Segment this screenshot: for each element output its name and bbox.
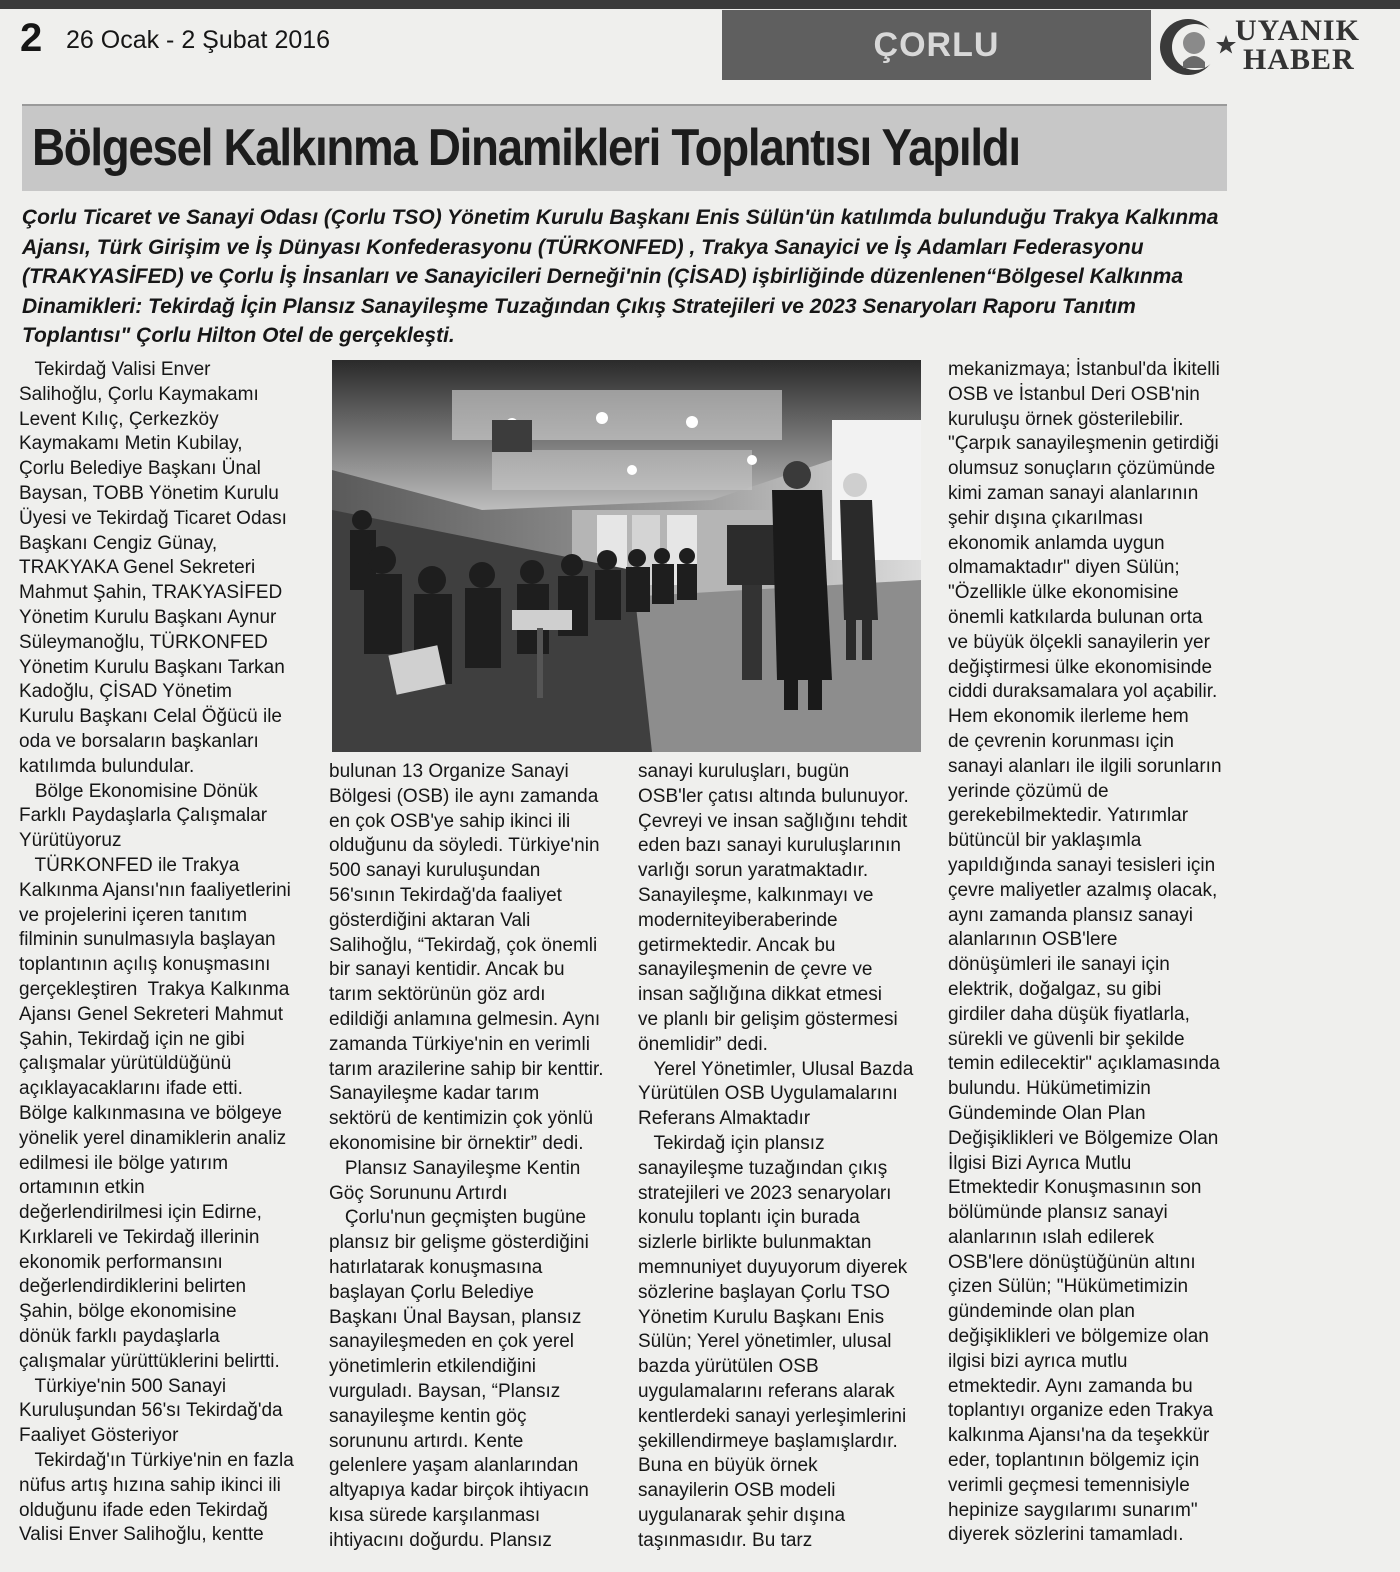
page-number: 2 [20,16,43,60]
article-lead: Çorlu Ticaret ve Sanayi Odası (Çorlu TSO) Yönetim Kurulu Başkanı Enis Sülün'ün katılımda bulunduğu Trakya Kalkınma Ajansı, Türk Girişim ve İş Dünyası Konfederasyonu (TÜRKONFED) , Trakya Sanayici ve İş Adamları Federasyonu (TRAKYASİFED) ve Çorlu İş İnsanları ve Sanayicileri Derneği'nin (ÇİSAD) işbirliğinde düzenlenen“Bölgesel Kalkınma Dinamikleri: Tekirdağ İçin Plansız Sanayileşme Tuzağından Çıkış Stratejileri ve 2023 Senaryoları Raporu Tanıtım Toplantısı" Çorlu Hilton Otel de gerçekleşti. [22,206,1219,348]
top-rule [0,0,1400,9]
logo-line-2: HABER [1243,43,1355,76]
logo-line-1: UYANIK [1235,14,1360,47]
crescent-star-icon [1158,14,1238,80]
article-column-3: sanayi kuruluşları, bugün OSB'ler çatısı altında bulunuyor. Çevreyi ve insan sağlığını tehdit eden bazı sanayi kuruluşlarının varlığı sorun yaratmaktadır. Sanayileşme, kalkınmayı ve moderniteyiberaberinde getirmektedir. Ancak bu sanayileşmenin de çevre ve insan sağlığına dikkat etmesi ve planlı bir gelişim göstermesi önemlidir” dedi. Yerel Yönetimler, Ulusal Bazda Yürütülen OSB Uygulamalarını Referans Almaktadır Tekirdağ için plansız sanayileşme tuzağından çıkış stratejileri ve 2023 senaryoları konulu toplantı için burada sizlerle birlikte bulunmaktan memnuniyet duyuyorum diyerek sözlerine başlayan Çorlu TSO Yönetim Kurulu Başkanı Enis Sülün; Yerel yönetimler, ulusal bazda yürütülen OSB uygulamalarını referans alarak kentlerdeki sanayi yerleşimlerini şekillendirmeye başlamışlardır. Buna en büyük örnek sanayilerin OSB modeli uygulanarak şehir dışına taşınmasıdır. Bu tarz [638,761,914,1551]
logo-wordmark [1235,16,1360,74]
article-column-4: mekanizmaya; İstanbul'da İkitelli OSB ve İstanbul Deri OSB'nin kuruluşu örnek gösterilebilir. "Çarpık sanayileşmenin getirdiği olumsuz sonuçların çözümünde kimi zaman sanayi alanlarının şehir dışına çıkarılması ekonomik anlamda uygun olmamaktadır" diyen Sülün; "Özellikle ülke ekonomisine önemli katkılarda bulunan orta ve büyük ölçekli sanayilerin yer değiştirmesi ülke ekonomisinde ciddi duraksamalara yol açabilir. Hem ekonomik ilerleme hem de çevrenin korunması için sanayi alanları ile ilgili sorunların yerinde çözümü de gerekebilmektedir. Yatırımlar bütüncül bir yaklaşımla yapıldığında sanayi tesisleri için çevre maliyetler azalmış olacak, aynı zamanda plansız sanayi alanlarının OSB'lere dönüşümleri ile sanayi için elektrik, doğalgaz, su gibi girdiler daha düşük fiyatlarla, sürekli ve güvenli bir şekilde temin edilecektir" açıklamasında bulundu. Hükümetimizin Gündeminde Olan Plan Değişiklikleri ve Bölgemize Olan İlgisi Bizi Ayrıca Mutlu Etmektedir Konuşmasının son bölümünde plansız sanayi alanlarının ıslah edilerek OSB'lere dönüştüğünün altını çizen Sülün; "Hükümetimizin gündeminde olan plan değişiklikleri ve bölgemize olan ilgisi bizi ayrıca mutlu etmektedir. Aynı zamanda bu toplantıyı organize eden Trakya kalkınma Ajansı'na da teşekkür eder, toplantının bölgemiz için verimli geçmesi temennisiyle hepinize saygılarımı sunarım" diyerek sözlerini tamamladı. [948,359,1222,1546]
article-column-2: bulunan 13 Organize Sanayi Bölgesi (OSB) ile aynı zamanda en çok OSB'ye sahip ikinci ili olduğunu da söyledi. Türkiye'nin 500 sanayi kuruluşundan 56'sının Tekirdağ'da faaliyet gösterdiğini aktaran Vali Salihoğlu, “Tekirdağ, çok önemli bir sanayi kentidir. Ancak bu tarım sektörünün göz ardı edildiği anlamına gelmesin. Aynı zamanda Türkiye'nin en verimli tarım arazilerine sahip bir kenttir. Sanayileşme kadar tarım sektörü de kentimizin çok yönlü ekonomisine bir örnektir” dedi. Plansız Sanayileşme Kentin Göç Sorununu Artırdı Çorlu'nun geçmişten bugüne plansız bir gelişme gösterdiğini hatırlatarak konuşmasına başlayan Çorlu Belediye Başkanı Ünal Baysan, plansız sanayileşmeden en çok yerel yönetimlerin etkilendiğini vurguladı. Baysan, “Plansız sanayileşme kentin göç sorununu artırdı. Kente gelenlere yaşam alanlarından altyapıya kadar birçok ihtiyacın kısa sürede karşılanması ihtiyacını doğurdu. Plansız [329,761,604,1551]
issue-date: 26 Ocak - 2 Şubat 2016 [66,26,331,54]
headline-banner [22,104,1227,191]
event-photo [332,360,921,752]
section-title: ÇORLU [873,26,1000,64]
article-headline: Bölgesel Kalkınma Dinamikleri Toplantısı Yapıldı [32,119,1020,177]
article-column-1: Tekirdağ Valisi Enver Salihoğlu, Çorlu Kaymakamı Levent Kılıç, Çerkezköy Kaymakamı Metin Kubilay, Çorlu Belediye Başkanı Ünal Baysan, TOBB Yönetim Kurulu Üyesi ve Tekirdağ Ticaret Odası Başkanı Cengiz Günay, TRAKYAKA Genel Sekreteri Mahmut Şahin, TRAKYASİFED Yönetim Kurulu Başkanı Aynur Süleymanoğlu, TÜRKONFED Yönetim Kurulu Başkanı Tarkan Kadoğlu, ÇİSAD Yönetim Kurulu Başkanı Celal Öğücü ile oda ve borsaların başkanları katılımda bulundular. Bölge Ekonomisine Dönük Farklı Paydaşlarla Çalışmalar Yürütüyoruz TÜRKONFED ile Trakya Kalkınma Ajansı'nın faaliyetlerini ve projelerini içeren tanıtım filminin sunulmasıyla başlayan toplantının açılış konuşmasını gerçekleştiren Trakya Kalkınma Ajansı Genel Sekreteri Mahmut Şahin, Tekirdağ için ne gibi çalışmalar yürütüldüğünü açıklayacaklarını ifade etti. Bölge kalkınmasına ve bölgeye yönelik yerel dinamiklerin analiz edilmesi ile bölge yatırım ortamının etkin değerlendirilmesi için Edirne, Kırklareli ve Tekirdağ illerinin ekonomik performansını değerlendirdiklerini belirten Şahin, bölge ekonomisine dönük farklı paydaşlarla çalışmalar yürüttüklerini belirtti. Türkiye'nin 500 Sanayi Kuruluşundan 56'sı Tekirdağ'da Faaliyet Gösteriyor Tekirdağ'ın Türkiye'nin en fazla nüfus artış hızına sahip ikinci ili olduğunu ifade eden Tekirdağ Valisi Enver Salihoğlu, kentte [19,359,294,1546]
section-header [722,10,1151,80]
